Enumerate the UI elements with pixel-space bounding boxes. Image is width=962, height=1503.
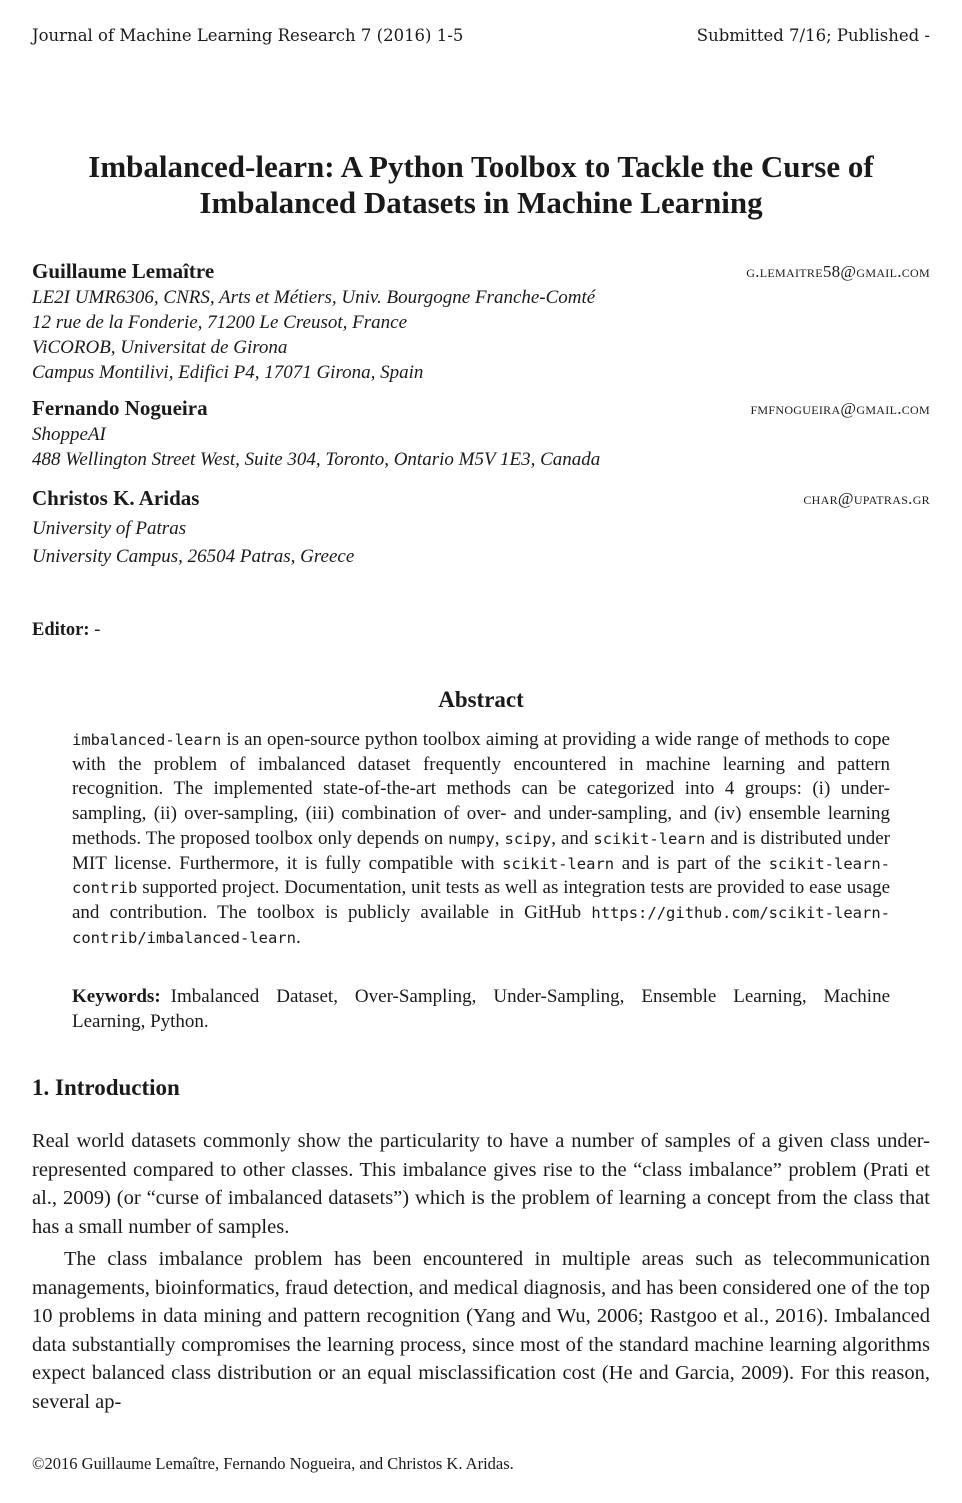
author-affiliation xyxy=(32,515,354,571)
author-affiliation xyxy=(32,422,600,472)
journal-header: Journal of Machine Learning Research 7 (2016) 1-5 xyxy=(32,26,464,45)
abstract-body xyxy=(72,728,890,950)
affiliation-line: University of Patras xyxy=(32,518,187,539)
title-line-1: Imbalanced-learn: A Python Toolbox to Tackle the Curse of xyxy=(88,149,874,184)
abstract-text: , xyxy=(494,827,505,849)
abstract-text: , and xyxy=(551,827,594,849)
code-scikit-learn: scikit-learn xyxy=(593,829,706,848)
author-name: Christos K. Aridas xyxy=(32,486,200,510)
code-numpy: numpy xyxy=(448,829,495,848)
copyright-footer: ©2016 Guillaume Lemaître, Fernando Nogueira, and Christos K. Aridas. xyxy=(32,1454,514,1473)
author-affiliation xyxy=(32,285,595,385)
code-scipy: scipy xyxy=(504,829,552,848)
keywords-value: Imbalanced Dataset, Over-Sampling, Under-Sampling, Ensemble Learning, Machine Learning, Python. xyxy=(72,986,890,1032)
github-url-link[interactable]: https://github.com/scikit-learn-contrib/imbalanced-learn xyxy=(72,903,890,947)
keywords-label: Keywords: xyxy=(72,986,161,1007)
submission-header: Submitted 7/16; Published - xyxy=(696,26,930,45)
title-line-2: Imbalanced Datasets in Machine Learning xyxy=(199,185,763,220)
intro-paragraph-2: The class imbalance problem has been encountered in multiple areas such as telecommunication managements, bioinformatics, fraud detection, and medical diagnosis, and has been considered one of the top 10 problems in data mining and pattern recognition (Yang and Wu, 2006; Rastgoo et al., 2016). Imbalanced data substantially compromises the learning process, since most of the standard machine learning algorithms expect balanced class distribution or an equal misclassification cost (He and Garcia, 2009). For this reason, several ap- xyxy=(32,1248,930,1413)
affiliation-line: 488 Wellington Street West, Suite 304, Toronto, Ontario M5V 1E3, Canada xyxy=(32,449,601,470)
author-email: fmfnogueira@gmail.com xyxy=(750,399,930,418)
paper-title xyxy=(0,149,962,221)
author-name: Fernando Nogueira xyxy=(32,396,208,420)
keywords xyxy=(72,985,890,1034)
abstract-text: and is part of the xyxy=(614,852,769,874)
abstract-text: and is distributed under MIT license. Furthermore, it is fully compatible with xyxy=(72,827,890,874)
abstract-text: . xyxy=(295,926,301,948)
affiliation-line: ViCOROB, Universitat de Girona xyxy=(32,337,288,358)
editor-line xyxy=(32,620,100,641)
code-package-name: imbalanced-learn xyxy=(72,731,222,749)
affiliation-line: 12 rue de la Fonderie, 71200 Le Creusot, France xyxy=(32,312,408,333)
code-scikit-learn: scikit-learn xyxy=(502,854,615,873)
affiliation-line: Campus Montilivi, Edifici P4, 17071 Girona, Spain xyxy=(32,362,424,383)
intro-paragraph-1: Real world datasets commonly show the particularity to have a number of samples of a given class under-represented compared to other classes. This imbalance gives rise to the “class imbalance” problem (Prati et al., 2009) (or “curse of imbalanced datasets”) which is the problem of learning a concept from the class that has a small number of samples. xyxy=(32,1130,930,1238)
author-name: Guillaume Lemaître xyxy=(32,259,215,283)
abstract-text: is an open-source python toolbox aiming at providing a wide range of methods to cope with the problem of imbalanced dataset frequently encountered in machine learning and pattern recognition. The implemented state-of-the-art methods can be categorized into 4 groups: (i) under-sampling, (ii) over-sampling, (iii) combination of over- and under-sampling, and (iv) ensemble learning methods. The proposed toolbox only depends on xyxy=(72,729,890,849)
author-email: g.lemaitre58@gmail.com xyxy=(746,262,930,281)
author-email: char@upatras.gr xyxy=(803,489,930,508)
editor-label: Editor: xyxy=(32,620,90,640)
affiliation-line: University Campus, 26504 Patras, Greece xyxy=(32,546,355,567)
affiliation-line: LE2I UMR6306, CNRS, Arts et Métiers, Univ. Bourgogne Franche-Comté xyxy=(32,287,596,308)
editor-value: - xyxy=(94,620,101,640)
section-heading-introduction: 1. Introduction xyxy=(32,1075,180,1100)
code-scikit-learn-contrib: scikit-learn-contrib xyxy=(72,854,891,898)
abstract-text: supported project. Documentation, unit tests as well as integration tests are provided to ease usage and contribution. The toolbox is publicly available in GitHub xyxy=(72,877,890,923)
affiliation-line: ShoppeAI xyxy=(32,424,106,445)
abstract-heading: Abstract xyxy=(438,687,524,712)
